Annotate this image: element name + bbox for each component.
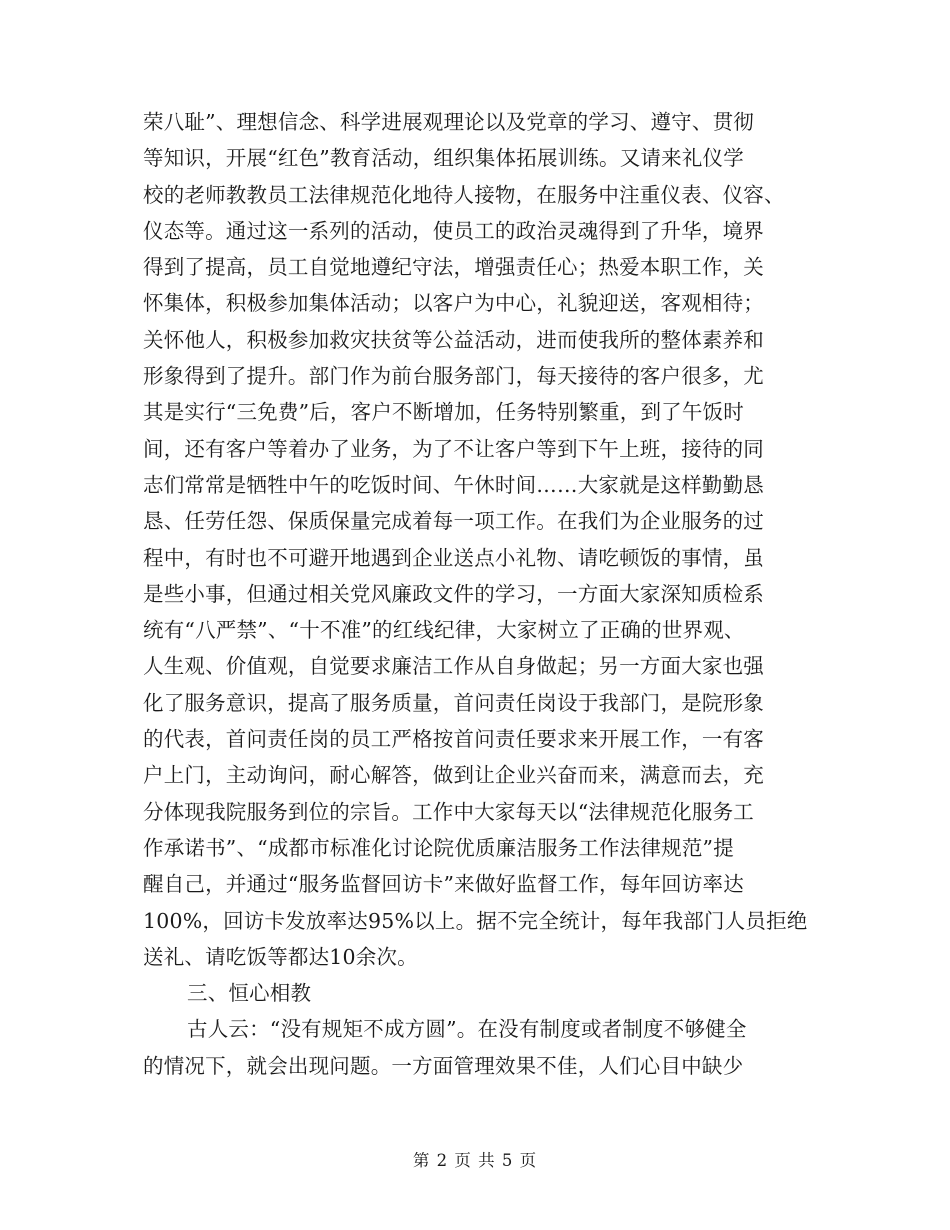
text-line: 人生观、价值观，自觉要求廉洁工作从自身做起；另一方面大家也强 bbox=[143, 654, 764, 679]
text-line: 送礼、请吃饭等都达10余次。 bbox=[143, 944, 418, 969]
text-line: 等知识，开展“红色”教育活动，组织集体拓展训练。又请来礼仪学 bbox=[143, 146, 744, 171]
text-line: 志们常常是牺牲中午的吃饭时间、午休时间……大家就是这样勤勤恳 bbox=[143, 472, 764, 497]
text-line: 形象得到了提升。部门作为前台服务部门，每天接待的客户很多，尤 bbox=[143, 364, 764, 389]
text-line: 荣八耻”、理想信念、科学进展观理论以及党章的学习、遵守、贯彻 bbox=[143, 110, 754, 134]
body-text bbox=[143, 104, 815, 1084]
text-line: 化了服务意识，提高了服务质量，首问责任岗设于我部门，是院形象 bbox=[143, 690, 764, 715]
text-line: 分体现我院服务到位的宗旨。工作中大家每天以“法律规范化服务工 bbox=[143, 799, 754, 824]
text-line: 间，还有客户等着办了业务，为了不让客户等到下午上班，接待的同 bbox=[143, 436, 764, 461]
text-line: 校的老师教教员工法律规范化地待人接物，在服务中注重仪表、仪容、 bbox=[143, 182, 785, 207]
section-heading: 三、恒心相教 bbox=[187, 981, 312, 1006]
text-line: 100%，回访卡发放率达95%以上。据不完全统计，每年我部门人员拒绝 bbox=[143, 908, 808, 933]
text-line: 户上门，主动询问，耐心解答，做到让企业兴奋而来，满意而去，充 bbox=[143, 763, 764, 788]
text-line: 古人云：“没有规矩不成方圆”。在没有制度或者制度不够健全 bbox=[187, 1017, 747, 1042]
text-line: 恳、任劳任怨、保质保量完成着每一项工作。在我们为企业服务的过 bbox=[143, 509, 764, 534]
text-line: 统有“八严禁”、“十不准”的红线纪律，大家树立了正确的世界观、 bbox=[143, 618, 745, 643]
page-footer: 第 2 页 共 5 页 bbox=[412, 1151, 538, 1170]
text-line: 程中，有时也不可避开地遇到企业送点小礼物、请吃顿饭的事情，虽 bbox=[143, 545, 764, 570]
text-line: 仪态等。通过这一系列的活动，使员工的政治灵魂得到了升华，境界 bbox=[143, 218, 764, 243]
text-line: 作承诺书”、“成都市标准化讨论院优质廉洁服务工作法律规范”提 bbox=[143, 835, 734, 860]
text-line: 是些小事，但通过相关党风廉政文件的学习，一方面大家深知质检系 bbox=[143, 581, 764, 606]
text-line: 怀集体，积极参加集体活动；以客户为中心，礼貌迎送，客观相待； bbox=[143, 291, 764, 316]
text-line: 的情况下，就会出现问题。一方面管理效果不佳，人们心目中缺少 bbox=[143, 1053, 744, 1078]
text-line: 关怀他人，积极参加救灾扶贫等公益活动，进而使我所的整体素养和 bbox=[143, 327, 764, 352]
text-line: 得到了提高，员工自觉地遵纪守法，增强责任心；热爱本职工作，关 bbox=[143, 255, 764, 280]
text-line: 的代表，首问责任岗的员工严格按首问责任要求来开展工作，一有客 bbox=[143, 727, 764, 752]
text-line: 醒自己，并通过“服务监督回访卡”来做好监督工作，每年回访率达 bbox=[143, 872, 744, 897]
text-line: 其是实行“三免费”后，客户不断增加，任务特别繁重，到了午饭时 bbox=[143, 400, 744, 425]
